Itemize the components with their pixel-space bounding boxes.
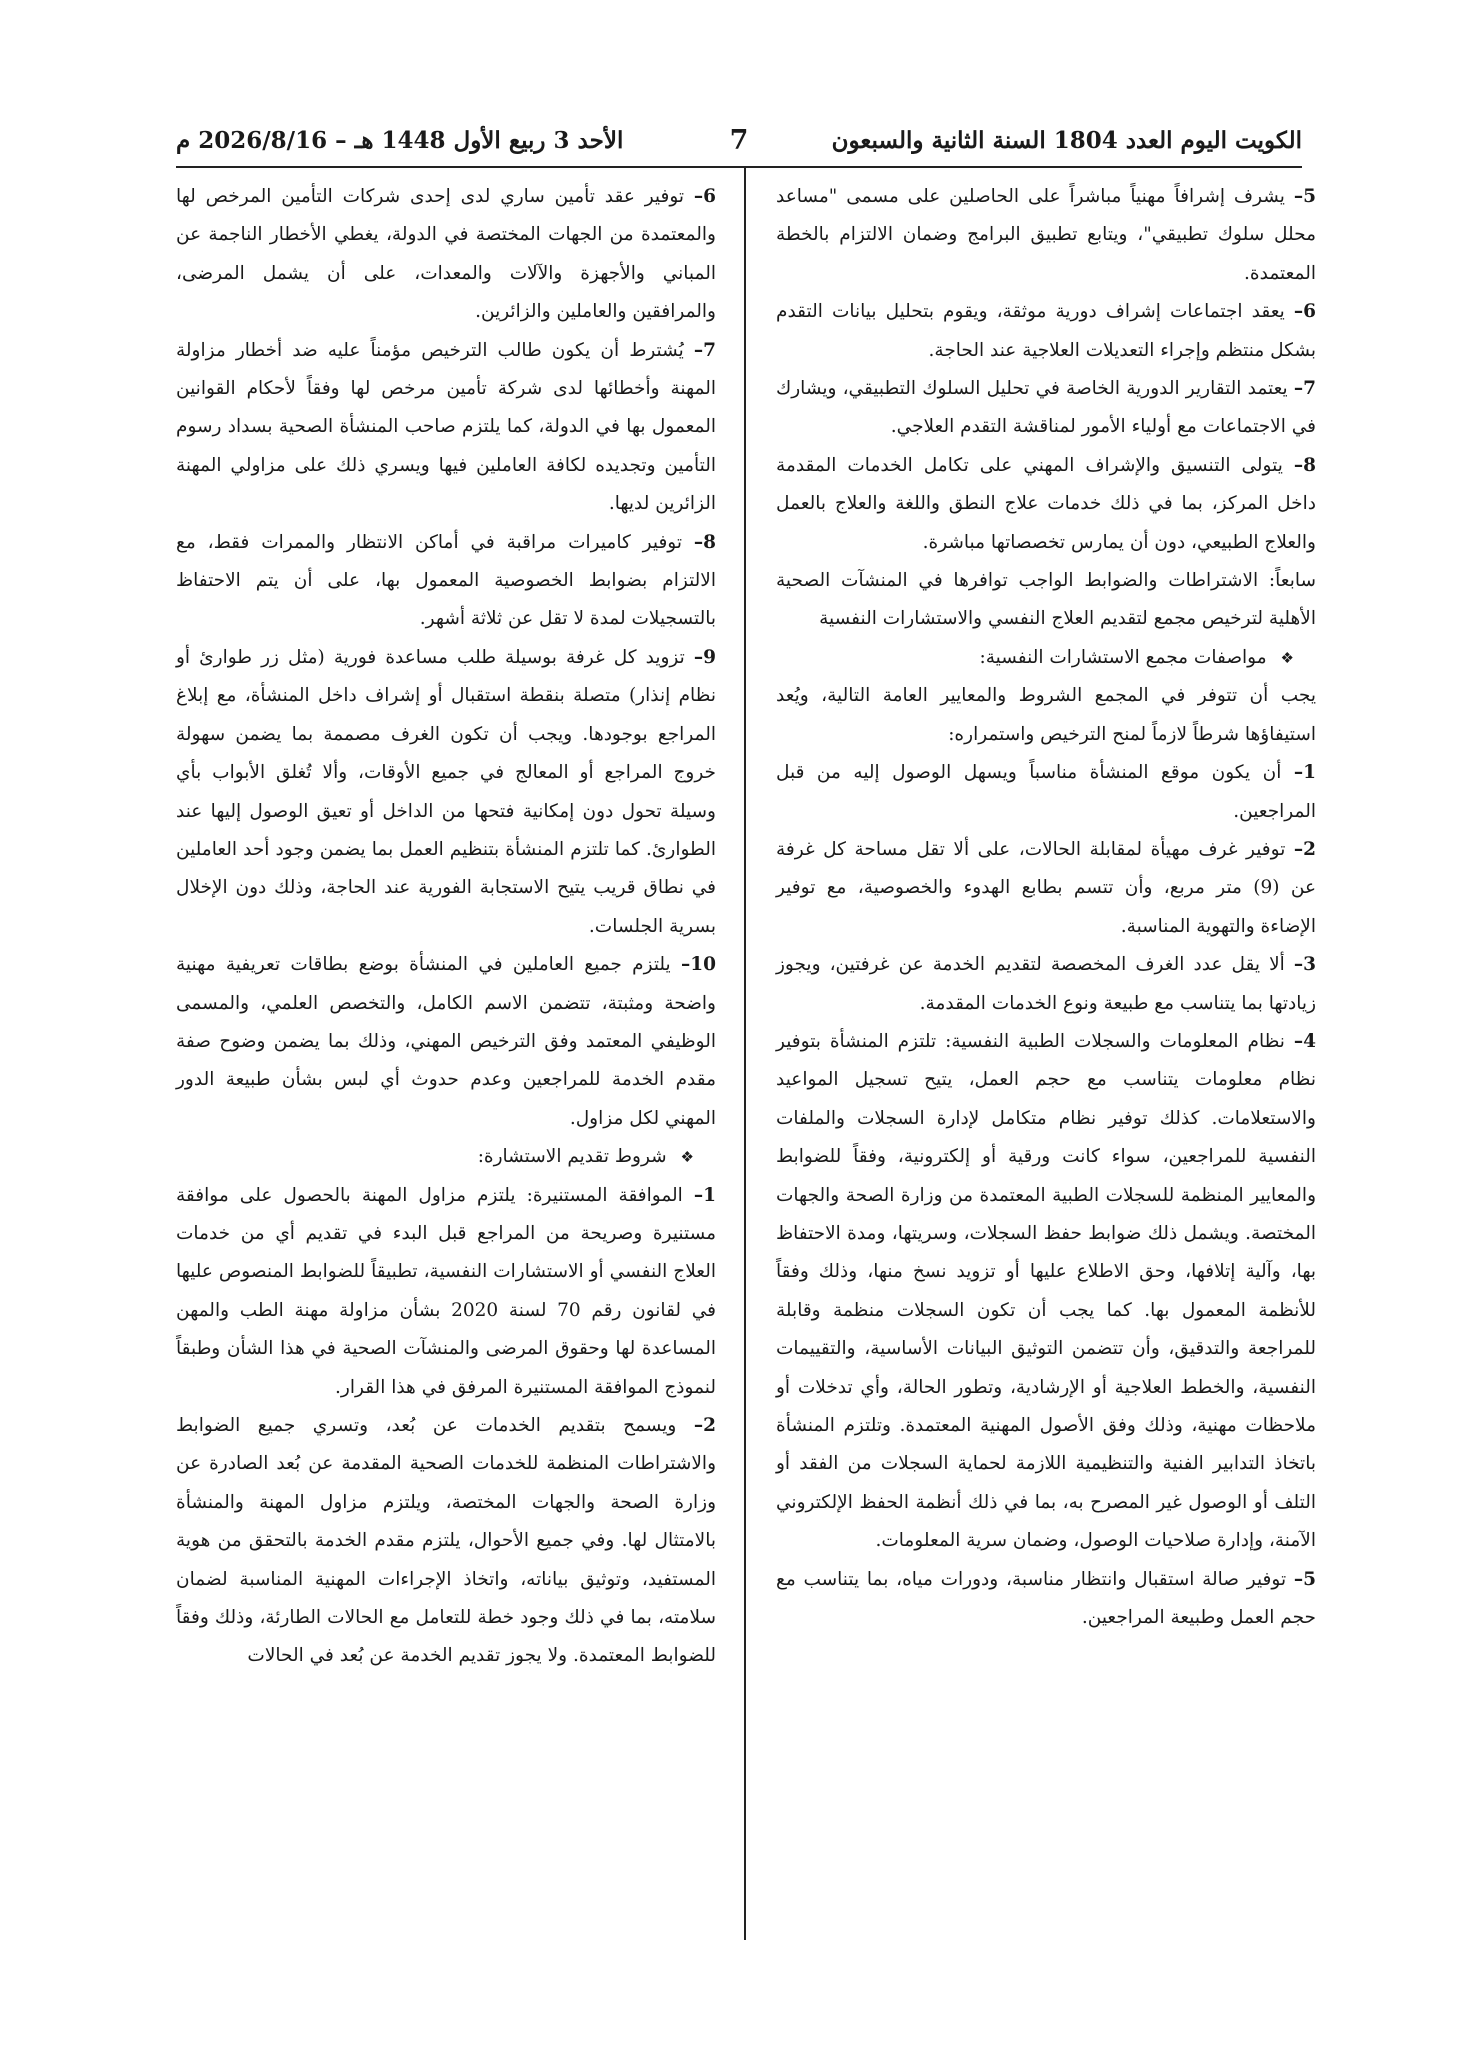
clause-paragraph bbox=[176, 946, 716, 1138]
clause-number: 10– bbox=[680, 954, 716, 976]
clause-number: 6– bbox=[693, 186, 716, 207]
clause-paragraph bbox=[176, 178, 716, 332]
clause-text: توفير غرف مهيأة لمقابلة الحالات، على ألا تقل مساحة كل غرفة عن (9) متر مربع، وأن تتسم بطابع الهدوء والخصوصية، مع توفير الإضاءة والتهوية المناسبة. bbox=[776, 838, 1316, 937]
clause-text: توفير عقد تأمين ساري لدى إحدى شركات التأمين المرخص لها والمعتمدة من الجهات المختصة في الدولة، يغطي الأخطار الناجمة عن المباني والأجهزة والآلات والمعدات، على أن يشمل المرضى، والمرافقين والعاملين والزائرين. bbox=[176, 186, 716, 323]
clause-paragraph bbox=[776, 370, 1316, 447]
clause-number: 9– bbox=[693, 646, 716, 668]
clause-number: 7– bbox=[693, 339, 716, 361]
clause-text: سابعاً: الاشتراطات والضوابط الواجب توافرها في المنشآت الصحية الأهلية لترخيص مجمع لتقديم العلاج النفسي والاستشارات النفسية bbox=[776, 570, 1316, 630]
clause-text: يعقد اجتماعات إشراف دورية موثقة، ويقوم بتحليل بيانات التقدم بشكل منتظم وإجراء التعديلات العلاجية عند الحاجة. bbox=[776, 301, 1316, 361]
clause-text: يُشترط أن يكون طالب الترخيص مؤمناً عليه ضد أخطار مزاولة المهنة وأخطائها لدى شركة تأمين مرخص لها وفقاً لأحكام القوانين المعمول بها في الدولة، كما يلتزم صاحب المنشأة الصحية بسداد رسوم التأمين وتجديده لكافة العاملين فيها ويسري ذلك على مزاولي المهنة الزائرين لديها. bbox=[176, 339, 716, 515]
clause-number: 2– bbox=[693, 1415, 716, 1436]
clause-paragraph bbox=[176, 332, 716, 524]
clause-paragraph bbox=[776, 178, 1316, 293]
clause-number: 4– bbox=[1293, 1030, 1316, 1052]
clause-paragraph bbox=[776, 639, 1316, 677]
clause-text: مواصفات مجمع الاستشارات النفسية: bbox=[979, 646, 1267, 668]
clause-number: 8– bbox=[1293, 454, 1316, 476]
clause-paragraph bbox=[176, 1138, 716, 1176]
clause-text: يلتزم جميع العاملين في المنشأة بوضع بطاقات تعريفية مهنية واضحة ومثبتة، تتضمن الاسم الكامل، والتخصص العلمي، والمسمى الوظيفي المعتمد وفق الترخيص المهني، وذلك بما يضمن وضوح صفة مقدم الخدمة للمراجعين وعدم حدوث أي لبس بشأن طبيعة الدور المهني لكل مزاول. bbox=[176, 954, 716, 1129]
clause-text: ألا يقل عدد الغرف المخصصة لتقديم الخدمة عن غرفتين، ويجوز زيادتها بما يتناسب مع طبيعة ونوع الخدمات المقدمة. bbox=[776, 954, 1316, 1014]
clause-text: الموافقة المستنيرة: يلتزم مزاول المهنة بالحصول على موافقة مستنيرة وصريحة من المراجع قبل البدء في تقديم أي من خدمات العلاج النفسي أو الاستشارات النفسية، تطبيقاً للضوابط المنصوص عليها في لقانون رقم 70 لسنة 2020 بشأن مزاولة مهنة الطب والمهن المساعدة لها وحقوق المرضى والمنشآت الصحية في هذا الشأن وطبقاً لنموذج الموافقة المستنيرة المرفق في هذا القرار. bbox=[176, 1184, 716, 1398]
clause-text: توفير صالة استقبال وانتظار مناسبة، ودورات مياه، بما يتناسب مع حجم العمل وطبيعة المراجعين. bbox=[776, 1568, 1316, 1629]
clause-text: يتولى التنسيق والإشراف المهني على تكامل الخدمات المقدمة داخل المركز، بما في ذلك خدمات علاج النطق واللغة والعلاج بالعمل والعلاج الطبيعي، دون أن يمارس تخصصاتها مباشرة. bbox=[776, 454, 1316, 553]
page-number: 7 bbox=[729, 124, 749, 156]
clause-paragraph bbox=[776, 1023, 1316, 1561]
clause-paragraph bbox=[776, 447, 1316, 562]
clause-text: أن يكون موقع المنشأة مناسباً ويسهل الوصول إليه من قبل المراجعين. bbox=[776, 762, 1316, 822]
clause-paragraph bbox=[176, 524, 716, 639]
clause-paragraph bbox=[176, 1407, 716, 1676]
clause-number: 5– bbox=[1293, 1568, 1316, 1590]
clause-number: 7– bbox=[1293, 378, 1316, 400]
clause-text: توفير كاميرات مراقبة في أماكن الانتظار والممرات فقط، مع الالتزام بضوابط الخصوصية المعمول بها، على أن يتم الاحتفاظ بالتسجيلات لمدة لا تقل عن ثلاثة أشهر. bbox=[176, 531, 716, 630]
page-header bbox=[176, 118, 1302, 162]
clause-text: تزويد كل غرفة بوسيلة طلب مساعدة فورية (مثل زر طوارئ أو نظام إنذار) متصلة بنقطة استقبال أو إشراف داخل المنشأة، مع إبلاغ المراجع بوجودها. ويجب أن تكون الغرف مصممة بما يضمن سهولة خروج المراجع أو المعالج في جميع الأوقات، وألا تُغلق الأبواب بأي وسيلة تحول دون إمكانية فتحها من الداخل أو تعيق الوصول إليها عند الطوارئ. كما تلتزم المنشأة بتنظيم العمل بما يضمن وجود أحد العاملين في نطاق قريب يتيح الاستجابة الفورية عند الحاجة، وذلك دون الإخلال بسرية الجلسات. bbox=[176, 646, 716, 937]
clause-text: ويسمح بتقديم الخدمات عن بُعد، وتسري جميع الضوابط والاشتراطات المنظمة للخدمات الصحية المقدمة عن بُعد الصادرة عن وزارة الصحة والجهات المختصة، ويلتزم مزاول المهنة والمنشأة بالامتثال لها. وفي جميع الأحوال، يلتزم مقدم الخدمة بالتحقق من هوية المستفيد، وتوثيق بياناته، واتخاذ الإجراءات المهنية المناسبة لضمان سلامته، بما في ذلك وجود خطة للتعامل مع الحالات الطارئة، وذلك وفقاً للضوابط المعتمدة. ولا يجوز تقديم الخدمة عن بُعد في الحالات bbox=[176, 1415, 716, 1667]
clause-text: يعتمد التقارير الدورية الخاصة في تحليل السلوك التطبيقي، ويشارك في الاجتماعات مع أولياء الأمور لمناقشة التقدم العلاجي. bbox=[776, 378, 1316, 438]
publication-title: الكويت اليوم العدد 1804 السنة الثانية والسبعون bbox=[831, 126, 1302, 154]
clause-number: 2– bbox=[1293, 838, 1316, 860]
clause-number: 8– bbox=[693, 531, 716, 553]
clause-number: 1– bbox=[693, 1184, 716, 1206]
clause-number: 6– bbox=[1293, 301, 1316, 323]
right-column bbox=[776, 178, 1316, 1637]
column-divider bbox=[744, 168, 746, 1940]
clause-paragraph bbox=[776, 754, 1316, 831]
clause-number: 5– bbox=[1293, 186, 1316, 207]
clause-paragraph bbox=[176, 1177, 716, 1407]
left-column bbox=[176, 178, 716, 1676]
clause-paragraph bbox=[776, 677, 1316, 754]
header-rule bbox=[176, 166, 1302, 168]
clause-paragraph bbox=[176, 639, 716, 946]
clause-number: 1– bbox=[1293, 762, 1316, 784]
clause-text: شروط تقديم الاستشارة: bbox=[477, 1146, 667, 1168]
diamond-bullet-icon: ❖ bbox=[1280, 648, 1294, 667]
diamond-bullet-icon: ❖ bbox=[680, 1148, 694, 1167]
clause-paragraph bbox=[776, 831, 1316, 946]
clause-paragraph bbox=[776, 946, 1316, 1023]
clause-text: يشرف إشرافاً مهنياً مباشراً على الحاصلين على مسمى "مساعد محلل سلوك تطبيقي"، ويتابع تطبيق البرامج وضمان الالتزام بالخطة المعتمدة. bbox=[776, 186, 1316, 284]
clause-paragraph bbox=[776, 293, 1316, 370]
clause-text: نظام المعلومات والسجلات الطبية النفسية: تلتزم المنشأة بتوفير نظام معلومات يتناسب مع حجم العمل، يتيح تسجيل المواعيد والاستعلامات. كذلك توفير نظام متكامل لإدارة السجلات والملفات النفسية للمراجعين، سواء كانت ورقية أو إلكترونية، وفقاً للضوابط والمعايير المنظمة للسجلات الطبية المعتمدة من وزارة الصحة والجهات المختصة. ويشمل ذلك ضوابط حفظ السجلات، وسريتها، ومدة الاحتفاظ بها، وآلية إتلافها، وحق الاطلاع عليها أو تزويد نسخ منها، وذلك وفقاً للأنظمة المعمول بها. كما يجب أن تكون السجلات منظمة وقابلة للمراجعة والتدقيق، وأن تتضمن التوثيق البيانات الأساسية، والتقييمات النفسية، والخطط العلاجية أو الإرشادية، وتطور الحالة، وأي تدخلات أو ملاحظات مهنية، وذلك وفق الأصول المهنية المعتمدة. وتلتزم المنشأة باتخاذ التدابير الفنية والتنظيمية اللازمة لحماية السجلات من الفقد أو التلف أو الوصول غير المصرح به، بما في ذلك أنظمة الحفظ الإلكتروني الآمنة، وإدارة صلاحيات الوصول، وضمان سرية المعلومات. bbox=[776, 1030, 1316, 1552]
issue-date: الأحد 3 ربيع الأول 1448 هـ – 2026/8/16 م bbox=[176, 126, 624, 154]
clause-paragraph bbox=[776, 1561, 1316, 1638]
clause-text: يجب أن تتوفر في المجمع الشروط والمعايير العامة التالية، ويُعد استيفاؤها شرطاً لازماً لمنح الترخيص واستمراره: bbox=[776, 685, 1316, 745]
clause-paragraph bbox=[776, 562, 1316, 639]
clause-number: 3– bbox=[1293, 954, 1316, 976]
